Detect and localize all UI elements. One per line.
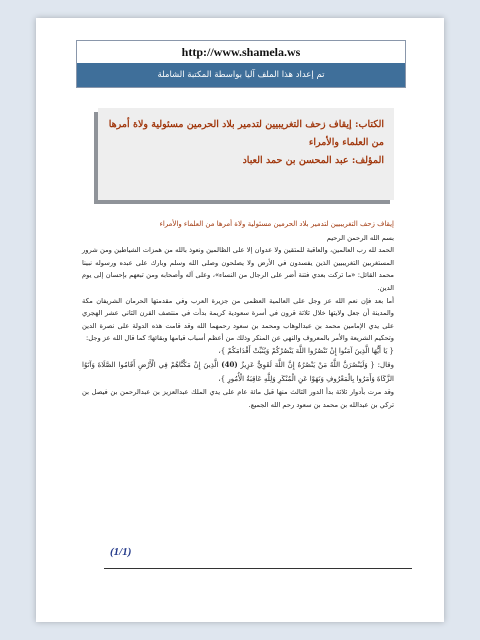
footer-rule — [104, 568, 412, 569]
quran-verse-2-start: وقال: { وَلَيَنْصُرَنَّ اللَّهُ مَنْ يَنْصُرُهُ إِنَّ اللَّهَ لَقَوِيٌّ عَزِيزٌ — [240, 361, 394, 370]
source-banner — [76, 40, 406, 88]
paragraph-phases: وقد مرت بأدوار ثلاثة بدأ الدور الثالث منها قبل مائة عام على يدي الملك عبدالعزيز بن عبدالرحمن بن فيصل بن تركي بن عبدالله بن محمد بن سعود رحم الله الجميع. — [82, 388, 394, 410]
section-heading: إيقاف زحف التغريبيين لتدمير بلاد الحرمين مسئولية ولاة أمرها من العلماء والأمراء — [159, 220, 394, 228]
quran-verse: { يَا أَيُّهَا الَّذِينَ آمَنُوا إِنْ تَنْصُرُوا اللَّهَ يَنْصُرْكُمْ وَيُثَبِّتْ أَقْدَامَكُمْ }، — [218, 346, 394, 355]
document-page — [36, 18, 444, 622]
page-number: (1/1) — [110, 546, 132, 558]
verse-number: (40) — [221, 360, 238, 370]
quran-verse-2 — [82, 358, 394, 386]
generated-note: تم إعداد هذا الملف آليا بواسطة المكتبة الشاملة — [77, 63, 405, 87]
book-author: المؤلف: عبد المحسن بن حمد العباد — [242, 155, 384, 166]
book-title-continued: من العلماء والأمراء — [308, 137, 384, 148]
book-title: الكتاب: إيقاف زحف التغريبيين لتدمير بلاد الحرمين مسئولية ولاة أمرها — [108, 119, 384, 130]
quran-verse-2-end: الَّذِينَ إِنْ مَكَّنَّاهُمْ فِي الْأَرْضِ أَقَامُوا الصَّلَاةَ وَآتَوُا الزَّكَاةَ وَأَمَرُوا بِالْمَعْرُوفِ وَنَهَوْا عَنِ الْمُنْكَرِ وَلِلَّهِ عَاقِبَةُ الْأُمُورِ }، — [82, 361, 394, 383]
basmala: بسم الله الرحمن الرحيم — [326, 233, 394, 242]
source-url[interactable]: http://www.shamela.ws — [181, 45, 301, 59]
paragraph-intro: الحمد لله رب العالمين، والعاقبة للمتقين ولا عدوان إلا على الظالمين ونعوذ بالله من همزات الشياطين ومن شرور المستغربين التغريبيين الذين يفسدون في الأرض ولا يصلحون وصلى الله وسلم وبارك على عبده ورسوله نبينا محمد القائل: «ما تركت بعدي فتنة أضر على الرجال من النساء»، وعلى آله وأصحابه ومن تبعهم بإحسان إلى يوم الدين. — [82, 246, 394, 292]
paragraph-history: أما بعد فإن نعم الله عز وجل على العالمية العظمى من جزيرة العرب وفي مقدمتها الحرمان الشريفان مكة والمدينة أن جعل ولايتها خلال ثلاثة قرون في أسرة سعودية كريمة بدأت في منتصف القرن الثاني عشر الهجري على يدي الإمامين محمد بن عبدالوهاب ومحمد بن سعود رحمهما الله وقد قامت هذه الدولة على نصرة الدين وتحكيم الشريعة والأمر بالمعروف والنهي عن المنكر وذلك من أعظم أسباب قيامها وبقائها؛ كما قال الله عز وجل: — [82, 296, 394, 343]
document-body — [82, 218, 394, 412]
book-info-box — [98, 108, 394, 200]
